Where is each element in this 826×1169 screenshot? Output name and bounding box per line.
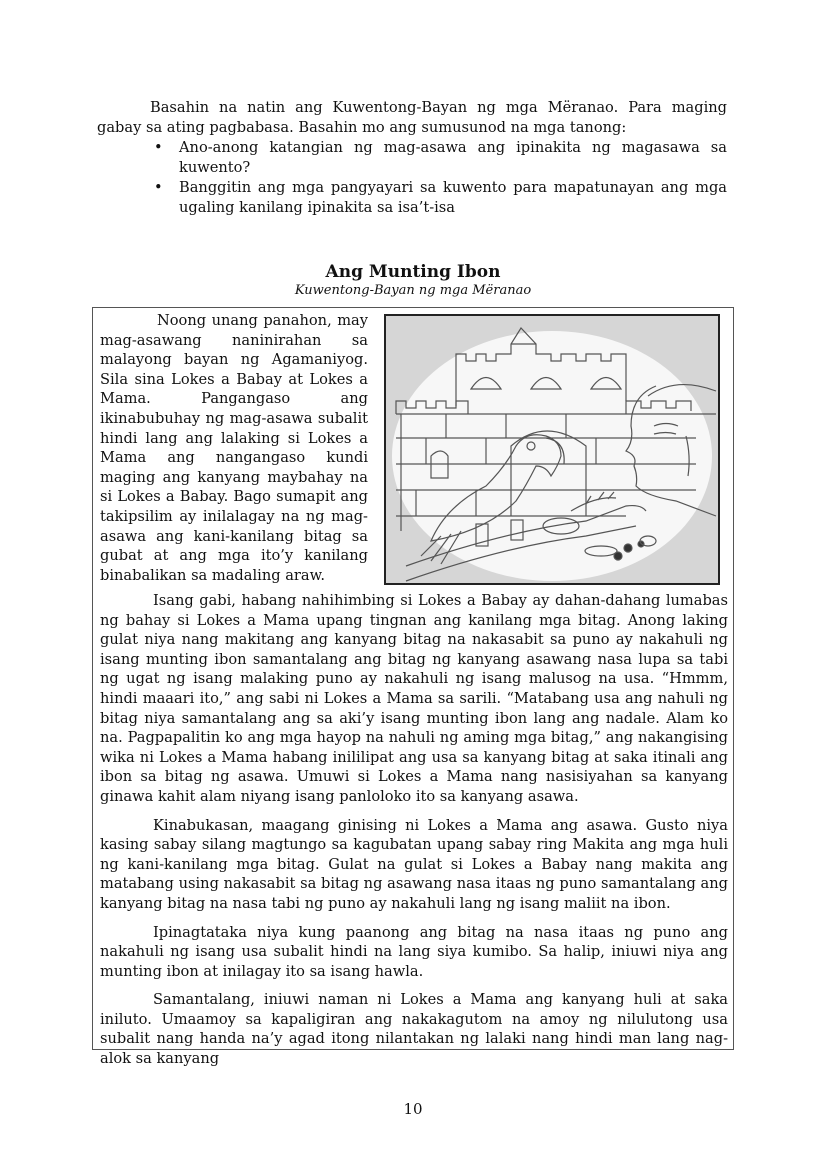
story-paragraph: Ipinagtataka niya kung paanong ang bitag na nasa itaas ng puno ang nakahuli ng isang usa subalit hindi na lang siya kumibo. Sa halip, iniuwi niya ang munting ibon at inilagay ito sa isang hawla.: [100, 923, 728, 980]
parrot-castle-illustration: [386, 316, 718, 583]
story-paragraph: Samantalang, iniuwi naman ni Lokes a Mama ang kanyang huli at saka iniluto. Umaamoy sa kapaligiran ang nakakagutom na amoy ng nilulutong usa subalit nang handa na’y agad itong nilantakan ng lalaki nang hindi man lang nag-alok sa kanyang: [100, 991, 728, 1068]
guide-questions-list: [97, 138, 727, 218]
story-paragraph: Isang gabi, habang nahihimbing si Lokes a Babay ay dahan-dahang lumabas ng bahay si Lokes a Mama upang tingnan ang kanilang mga bitag. Anong laking gulat niya nang makitang ang kanyang bitag na nakasabit sa puno ay nakahuli ng isang munting ibon samantalang ang bitag ng kanyang asawang nasa lupa sa tabi ng ugat ng isang malaking puno ay nakahuli ng isang malusog na usa. “Hmmm, hindi maaari ito,” ang sabi ni Lokes a Mama sa sarili. “Matabang usa ang nahuli ng bitag niya samantalang ang sa aki’y isang munting ibon lang ang nadale. Alam ko na. Pagpapalitin ko ang mga hayop na nahuli ng aming mga bitag,” ang nakangising wika ni Lokes a Mama habang inililipat ang usa sa kanyang bitag at saka itinali ang ibon sa bitag ng asawa. Umuwi si Lokes a Mama nang nasisiyahan sa kanyang ginawa kahit alam niyang isang panloloko ito sa kanyang asawa.: [100, 592, 728, 805]
story-illustration: [384, 314, 720, 585]
story-opening: [100, 311, 368, 585]
story-paragraph: Kinabukasan, maagang ginising ni Lokes a Mama ang asawa. Gusto niya kasing sabay silang magtungo sa kagubatan upang sabay ring Makita ang mga huli ng kani-kanilang mga bitag. Gulat na gulat si Lokes a Babay nang makita ang matabang using nakasabit sa bitag ng asawang nasa itaas ng puno samantalang ang kanyang bitag na nasa tabi ng puno ay nakahuli lang ng isang maliit na ibon.: [100, 816, 728, 912]
intro-paragraph: Basahin na natin ang Kuwentong-Bayan ng mga Mëranao. Para maging gabay sa ating pagbabasa. Basahin mo ang sumusunod na mga tanong:: [97, 99, 727, 136]
guide-question: [154, 138, 727, 178]
bullet-icon: •: [154, 139, 163, 156]
story-title: Ang Munting Ibon: [325, 262, 501, 282]
intro-section: [97, 98, 727, 218]
story-paragraph: Noong unang panahon, may mag-asawang naninirahan sa malayong bayan ng Agamaniyog. Sila sina Lokes a Babay at Lokes a Mama. Pangangaso ang ikinabubuhay ng mag-asawa subalit hindi lang ang lalaking si Lokes a Mama ang nangangaso kundi maging ang kanyang maybahay na si Lokes a Babay. Bago sumapit ang takipsilim ay inilalagay na ng mag-asawa ang kani-kanilang bitag sa gubat at ang mga ito’y kanilang binabalikan sa madaling araw.: [100, 312, 368, 584]
story-box: [92, 307, 734, 1068]
guide-question: [154, 178, 727, 218]
guide-question-text: Banggitin ang mga pangyayari sa kuwento para mapatunayan ang mga ugaling kanilang ipinakita sa isa’t-isa: [179, 179, 727, 216]
guide-question-text: Ano-anong katangian ng mag-asawa ang ipinakita ng magasawa sa kuwento?: [179, 139, 727, 176]
bullet-icon: •: [154, 179, 163, 196]
story-body: [100, 591, 728, 1078]
page-number: 10: [403, 1100, 423, 1118]
story-subtitle: Kuwentong-Bayan ng mga Mëranao: [294, 283, 532, 298]
